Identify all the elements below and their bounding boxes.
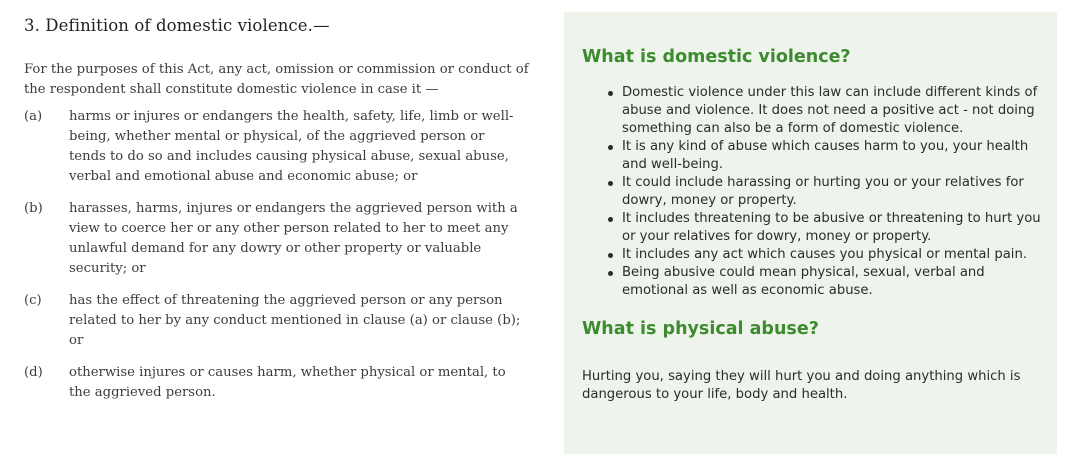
question-heading: What is domestic violence? <box>582 47 851 67</box>
section-intro: For the purposes of this Act, any act, omission or commission or conduct of the respondent shall constitute domestic violence in case it — <box>24 62 529 97</box>
clause-text: harms or injures or endangers the health, safety, life, limb or well-being, whether mental or physical, of the aggrieved person or tends to do so and includes causing physical abuse, sexual abuse, verbal and emotional abuse and economic abuse; or <box>69 109 514 184</box>
clause-text: has the effect of threatening the aggrieved person or any person related to her by any conduct mentioned in clause (a) or clause (b); or <box>69 293 521 348</box>
list-item: It includes threatening to be abusive or threatening to hurt you or your relatives for dowry, money or property. <box>622 210 1047 246</box>
section-title: 3. Definition of domestic violence.— <box>24 16 330 35</box>
clause-label: (d) <box>24 365 43 380</box>
clause-a <box>24 107 544 187</box>
clause-label: (c) <box>24 293 42 308</box>
list-item: Domestic violence under this law can include different kinds of abuse and violence. It does not need a positive act - not doing something can also be a form of domestic violence. <box>622 84 1047 138</box>
clause-c <box>24 291 544 351</box>
answer-text: Hurting you, saying they will hurt you and doing anything which is dangerous to your life, body and health. <box>582 369 1021 402</box>
clause-b <box>24 199 544 279</box>
explainer-panel <box>564 12 1057 454</box>
list-item: It is any kind of abuse which causes harm to you, your health and well-being. <box>622 138 1047 174</box>
law-text-column <box>24 15 544 415</box>
list-item: Being abusive could mean physical, sexual, verbal and emotional as well as economic abuse. <box>622 264 1047 300</box>
clause-label: (b) <box>24 201 43 216</box>
clause-text: otherwise injures or causes harm, whether physical or mental, to the aggrieved person. <box>69 365 506 400</box>
clause-text: harasses, harms, injures or endangers the aggrieved person with a view to coerce her or any other person related to her to meet any unlawful demand for any dowry or other property or valuable security; or <box>69 201 518 276</box>
list-item: It includes any act which causes you physical or mental pain. <box>622 246 1047 264</box>
explainer-list <box>582 84 1047 300</box>
question-heading: What is physical abuse? <box>582 319 819 339</box>
list-item: It could include harassing or hurting you or your relatives for dowry, money or property. <box>622 174 1047 210</box>
clause-label: (a) <box>24 109 43 124</box>
clause-d <box>24 363 544 403</box>
